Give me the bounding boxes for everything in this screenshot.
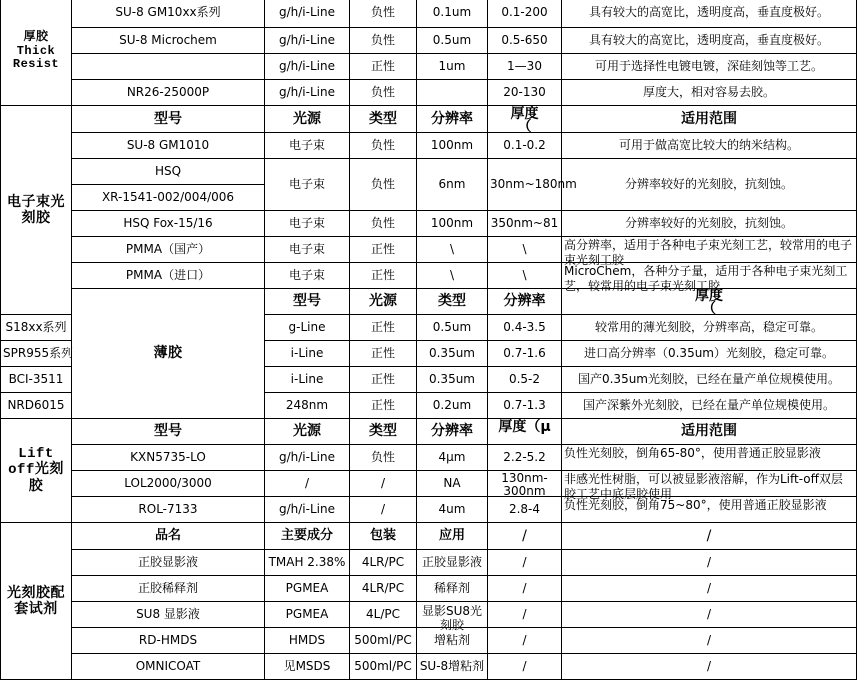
cell-application: 厚度大，相对容易去胶。	[562, 80, 857, 106]
cell-resolution: 0.5um	[417, 315, 488, 341]
cell-resolution: NA	[417, 471, 488, 497]
cell-model: KXN5735-LO	[72, 445, 265, 471]
header-application: 适用范围	[562, 419, 857, 445]
cell-application: 国产0.35um光刻胶，已经在量产单位规模使用。	[562, 367, 857, 393]
cell-type: 负性	[350, 0, 417, 28]
cell-model: HSQ Fox-15/16	[72, 211, 265, 237]
cell-application-text: 负性光刻胶，倒角75~80°，使用普通正胶显影液	[564, 497, 827, 512]
cell-light: 248nm	[265, 393, 350, 419]
cell-kit-package: 4LR/PC	[350, 550, 417, 576]
table-row	[1, 602, 857, 628]
header-row	[1, 289, 857, 315]
cell-kit-component: PGMEA	[265, 576, 350, 602]
cell-resolution: \	[417, 237, 488, 263]
cell-light: 电子束	[265, 159, 350, 211]
cell-kit-name: 正胶稀释剂	[72, 576, 265, 602]
header-thickness-label: 厚度	[695, 288, 723, 304]
cell-type: 正性	[350, 263, 417, 289]
cell-resolution: 100nm	[417, 133, 488, 159]
cell-model	[72, 54, 265, 80]
header-thickness-paren: （	[702, 301, 716, 317]
table-row	[1, 80, 857, 106]
cell-slash: /	[562, 628, 857, 654]
section-label-thin: 薄胶	[72, 289, 265, 419]
cell-thickness: 2.8-4	[488, 497, 562, 523]
header-thickness	[488, 106, 562, 133]
table-row	[1, 159, 857, 185]
cell-thickness: 350nm~81	[488, 211, 562, 237]
cell-model: ROL-7133	[72, 497, 265, 523]
header-resolution: 分辨率	[417, 106, 488, 133]
cell-kit-package: 500ml/PC	[350, 654, 417, 680]
cell-light: g/h/i-Line	[265, 0, 350, 28]
cell-application: 较常用的薄光刻胶，分辨率高，稳定可靠。	[562, 315, 857, 341]
header-model: 型号	[72, 419, 265, 445]
cell-type: 正性	[350, 237, 417, 263]
cell-thickness: 30nm~180nm	[488, 159, 562, 211]
cell-kit-package: 4LR/PC	[350, 576, 417, 602]
cell-application: 具有较大的高宽比，透明度高，垂直度极好。	[562, 28, 857, 54]
cell-resolution: 4μm	[417, 445, 488, 471]
cell-thickness: 0.7-1.3	[488, 393, 562, 419]
header-type: 类型	[350, 419, 417, 445]
header-row	[1, 523, 857, 550]
table-row	[1, 28, 857, 54]
cell-model: NR26-25000P	[72, 80, 265, 106]
cell-kit-name: RD-HMDS	[72, 628, 265, 654]
cell-slash: /	[488, 523, 562, 550]
cell-type: 负性	[350, 80, 417, 106]
table-row	[1, 211, 857, 237]
cell-thickness: 0.4-3.5	[488, 315, 562, 341]
cell-application: 分辨率较好的光刻胶，抗刻蚀。	[562, 211, 857, 237]
cell-type: /	[350, 497, 417, 523]
cell-thickness	[488, 471, 562, 497]
cell-slash: /	[488, 550, 562, 576]
cell-type: 正性	[350, 367, 417, 393]
header-model: 型号	[265, 289, 350, 315]
cell-application	[562, 497, 857, 523]
table-row	[1, 576, 857, 602]
header-thickness	[488, 419, 562, 445]
cell-model: SPR955系列	[1, 341, 72, 367]
cell-type: 正性	[350, 393, 417, 419]
cell-kit-component: 见MSDS	[265, 654, 350, 680]
cell-light: 电子束	[265, 237, 350, 263]
cell-kit-use	[417, 602, 488, 632]
cell-application	[562, 237, 857, 267]
cell-model: S18xx系列	[1, 315, 72, 341]
table-row	[1, 54, 857, 80]
cell-slash: /	[562, 576, 857, 602]
header-thickness-label: 厚度	[510, 105, 539, 122]
header-model: 型号	[72, 106, 265, 133]
cell-kit-name: SU8 显影液	[72, 602, 265, 628]
header-kit-name: 品名	[72, 523, 265, 550]
cell-resolution: \	[417, 263, 488, 289]
cell-resolution: 4um	[417, 497, 488, 523]
cell-application	[562, 263, 857, 293]
cell-type: 正性	[350, 54, 417, 80]
table-row	[1, 0, 857, 28]
cell-application-text: 非感光性树脂，可以被显影液溶解，作为Lift-off双层胶工艺中底层胶使用	[564, 471, 843, 501]
table-row	[1, 471, 857, 497]
cell-slash: /	[488, 576, 562, 602]
cell-application: 国产深紫外光刻胶，已经在量产单位规模使用。	[562, 393, 857, 419]
cell-model: HSQ	[72, 159, 265, 185]
cell-thickness: 0.5-2	[488, 367, 562, 393]
cell-kit-component: HMDS	[265, 628, 350, 654]
cell-application-text: MicroChem，各种分子量，适用于各种电子束光刻工艺，较常用的电子束光刻工胶	[564, 263, 848, 293]
header-row	[1, 106, 857, 133]
cell-thickness: \	[488, 263, 562, 289]
section-label-ebeam: 电子束光刻胶	[1, 106, 72, 315]
cell-application	[562, 471, 857, 501]
section-label-thick: 厚胶 Thick Resist	[1, 0, 72, 106]
cell-slash: /	[488, 628, 562, 654]
cell-thickness: 0.1-0.2	[488, 133, 562, 159]
cell-application: 可用于做高宽比较大的纳米结构。	[562, 133, 857, 159]
header-type: 类型	[350, 106, 417, 133]
cell-model: SU-8 GM10xx系列	[72, 0, 265, 28]
cell-application: 分辨率较好的光刻胶，抗刻蚀。	[562, 159, 857, 211]
cell-model: SU-8 Microchem	[72, 28, 265, 54]
table-row	[1, 550, 857, 576]
cell-resolution: 6nm	[417, 159, 488, 211]
cell-application: 进口高分辨率（0.35um）光刻胶，稳定可靠。	[562, 341, 857, 367]
cell-type: 负性	[350, 133, 417, 159]
table-row	[1, 237, 857, 263]
header-thickness-label: 厚度（μ	[498, 418, 551, 435]
cell-thickness-text: 130nm-300nm	[501, 470, 548, 498]
header-row	[1, 419, 857, 445]
cell-resolution: 0.35um	[417, 341, 488, 367]
header-light: 光源	[265, 106, 350, 133]
table-row	[1, 445, 857, 471]
cell-kit-use: SU-8增粘剂	[417, 654, 488, 680]
cell-thickness: \	[488, 237, 562, 263]
cell-slash: /	[488, 602, 562, 628]
cell-light: 电子束	[265, 133, 350, 159]
cell-type: 负性	[350, 159, 417, 211]
cell-resolution: 100nm	[417, 211, 488, 237]
cell-light: 电子束	[265, 211, 350, 237]
cell-slash: /	[562, 550, 857, 576]
cell-light: /	[265, 471, 350, 497]
header-light: 光源	[350, 289, 417, 315]
cell-light: g/h/i-Line	[265, 54, 350, 80]
cell-kit-name: 正胶显影液	[72, 550, 265, 576]
cell-kit-component: PGMEA	[265, 602, 350, 628]
cell-resolution: 0.35um	[417, 367, 488, 393]
cell-light: i-Line	[265, 367, 350, 393]
cell-kit-use-text: 显影SU8光刻胶	[421, 603, 483, 632]
cell-model: NRD6015	[1, 393, 72, 419]
cell-type: 正性	[350, 341, 417, 367]
cell-kit-use: 增粘剂	[417, 628, 488, 654]
cell-model: BCI-3511	[1, 367, 72, 393]
cell-model: PMMA（进口）	[72, 263, 265, 289]
cell-kit-use: 稀释剂	[417, 576, 488, 602]
table-row	[1, 133, 857, 159]
cell-thickness: 0.5-650	[488, 28, 562, 54]
cell-type: 负性	[350, 28, 417, 54]
table-row	[1, 263, 857, 289]
header-resolution: 分辨率	[488, 289, 562, 315]
cell-kit-package: 500ml/PC	[350, 628, 417, 654]
cell-application: 具有较大的高宽比，透明度高，垂直度极好。	[562, 0, 857, 28]
cell-resolution: 1um	[417, 54, 488, 80]
cell-slash: /	[562, 654, 857, 680]
header-light: 光源	[265, 419, 350, 445]
cell-light: g/h/i-Line	[265, 445, 350, 471]
cell-kit-package: 4L/PC	[350, 602, 417, 628]
cell-application-text: 负性光刻胶，倒角65-80°，使用普通正胶显影液	[564, 445, 821, 460]
header-thickness-paren: （	[517, 118, 532, 135]
cell-type: 负性	[350, 211, 417, 237]
table-row	[1, 628, 857, 654]
cell-light: g/h/i-Line	[265, 80, 350, 106]
cell-model: SU-8 GM1010	[72, 133, 265, 159]
cell-application-text: 高分辨率，适用于各种电子束光刻工艺，较常用的电子束光刻工胶	[564, 237, 853, 267]
cell-resolution: 0.5um	[417, 28, 488, 54]
cell-slash: /	[488, 654, 562, 680]
cell-light: g/h/i-Line	[265, 28, 350, 54]
cell-light: 电子束	[265, 263, 350, 289]
section-label-kit: 光刻胶配套试剂	[1, 523, 72, 680]
cell-model: LOL2000/3000	[72, 471, 265, 497]
header-resolution: 分辨率	[417, 419, 488, 445]
cell-application	[562, 445, 857, 471]
cell-type: 正性	[350, 315, 417, 341]
header-kit-component: 主要成分	[265, 523, 350, 550]
cell-light: g-Line	[265, 315, 350, 341]
cell-light: i-Line	[265, 341, 350, 367]
cell-model: PMMA（国产）	[72, 237, 265, 263]
header-type: 类型	[417, 289, 488, 315]
section-label-liftoff: Lift off光刻胶	[1, 419, 72, 523]
cell-type: /	[350, 471, 417, 497]
cell-thickness: 0.7-1.6	[488, 341, 562, 367]
cell-thickness: 20-130	[488, 80, 562, 106]
header-kit-use: 应用	[417, 523, 488, 550]
cell-thickness: 0.1-200	[488, 0, 562, 28]
cell-resolution: 0.1um	[417, 0, 488, 28]
table-row	[1, 497, 857, 523]
cell-resolution: 0.2um	[417, 393, 488, 419]
cell-resolution	[417, 80, 488, 106]
header-application: 适用范围	[562, 106, 857, 133]
cell-thickness: 1—30	[488, 54, 562, 80]
header-kit-package: 包装	[350, 523, 417, 550]
cell-slash: /	[562, 523, 857, 550]
table-row	[1, 654, 857, 680]
cell-slash: /	[562, 602, 857, 628]
cell-thickness: 2.2-5.2	[488, 445, 562, 471]
cell-light: g/h/i-Line	[265, 497, 350, 523]
cell-application: 可用于选择性电镀电镀，深硅刻蚀等工艺。	[562, 54, 857, 80]
cell-kit-use: 正胶显影液	[417, 550, 488, 576]
cell-model: XR-1541-002/004/006	[72, 185, 265, 211]
cell-type: 负性	[350, 445, 417, 471]
cell-kit-name: OMNICOAT	[72, 654, 265, 680]
cell-kit-component: TMAH 2.38%	[265, 550, 350, 576]
